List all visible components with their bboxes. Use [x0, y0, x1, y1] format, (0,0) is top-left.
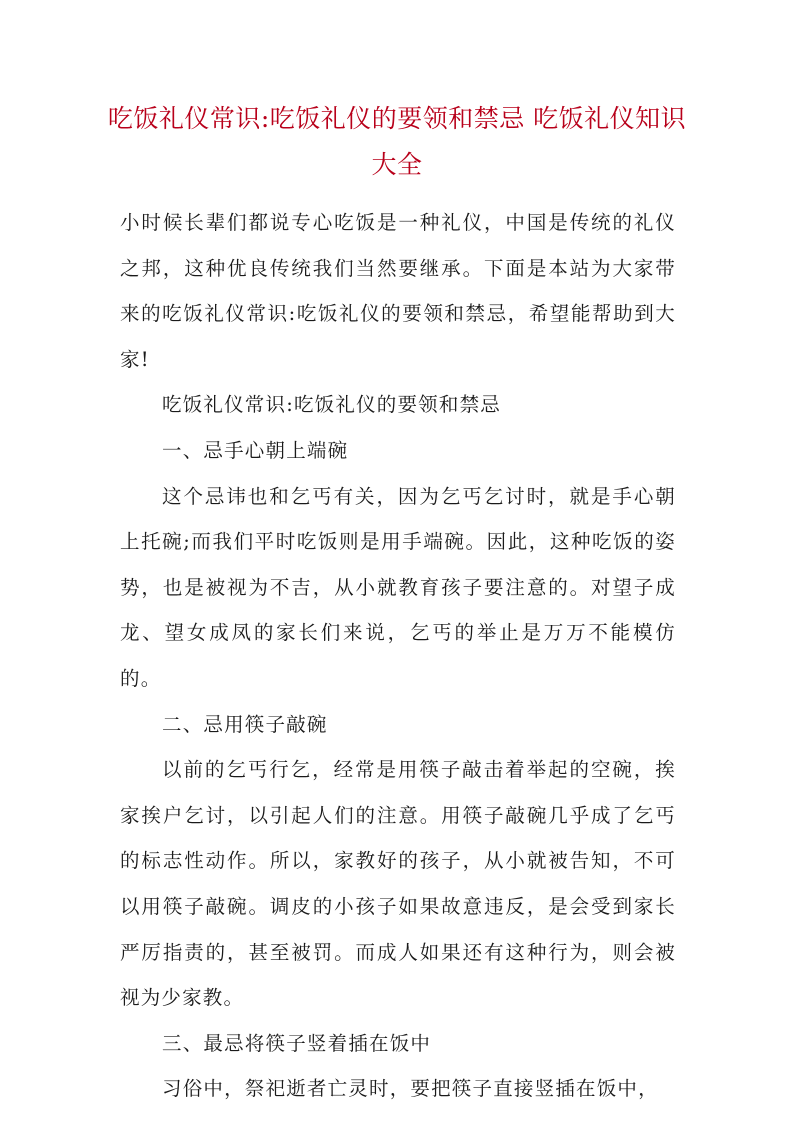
document-title: 吃饭礼仪常识:吃饭礼仪的要领和禁忌 吃饭礼仪知识大全: [107, 104, 687, 179]
intro-paragraph: 小时候长辈们都说专心吃饭是一种礼仪，中国是传统的礼仪之邦，这种优良传统我们当然要继承。下面是本站为大家带来的吃饭礼仪常识:吃饭礼仪的要领和禁忌，希望能帮助到大家!: [120, 211, 676, 371]
rule-heading-2: 二、忌用筷子敲碗: [162, 712, 328, 736]
document-body: [120, 200, 676, 1112]
section-heading: 吃饭礼仪常识:吃饭礼仪的要领和禁忌: [162, 393, 501, 417]
rule-paragraph-1: 这个忌讳也和乞丐有关，因为乞丐乞讨时，就是手心朝上托碗;而我们平时吃饭则是用手端碗。因此，这种吃饭的姿势，也是被视为不吉，从小就教育孩子要注意的。对望子成龙、望女成凤的家长们来说，乞丐的举止是万万不能模仿的。: [120, 484, 676, 690]
rule-heading-1: 一、忌手心朝上端碗: [162, 438, 349, 462]
rule-paragraph-2: 以前的乞丐行乞，经常是用筷子敲击着举起的空碗，挨家挨户乞讨，以引起人们的注意。用筷子敲碗几乎成了乞丐的标志性动作。所以，家教好的孩子，从小就被告知，不可以用筷子敲碗。调皮的小孩子如果故意违反，是会受到家长严厉指责的，甚至被罚。而成人如果还有这种行为，则会被视为少家教。: [120, 758, 676, 1010]
rule-heading-3: 三、最忌将筷子竖着插在饭中: [162, 1031, 432, 1055]
rule-paragraph-3: 习俗中，祭祀逝者亡灵时，要把筷子直接竖插在饭中，: [162, 1077, 659, 1101]
